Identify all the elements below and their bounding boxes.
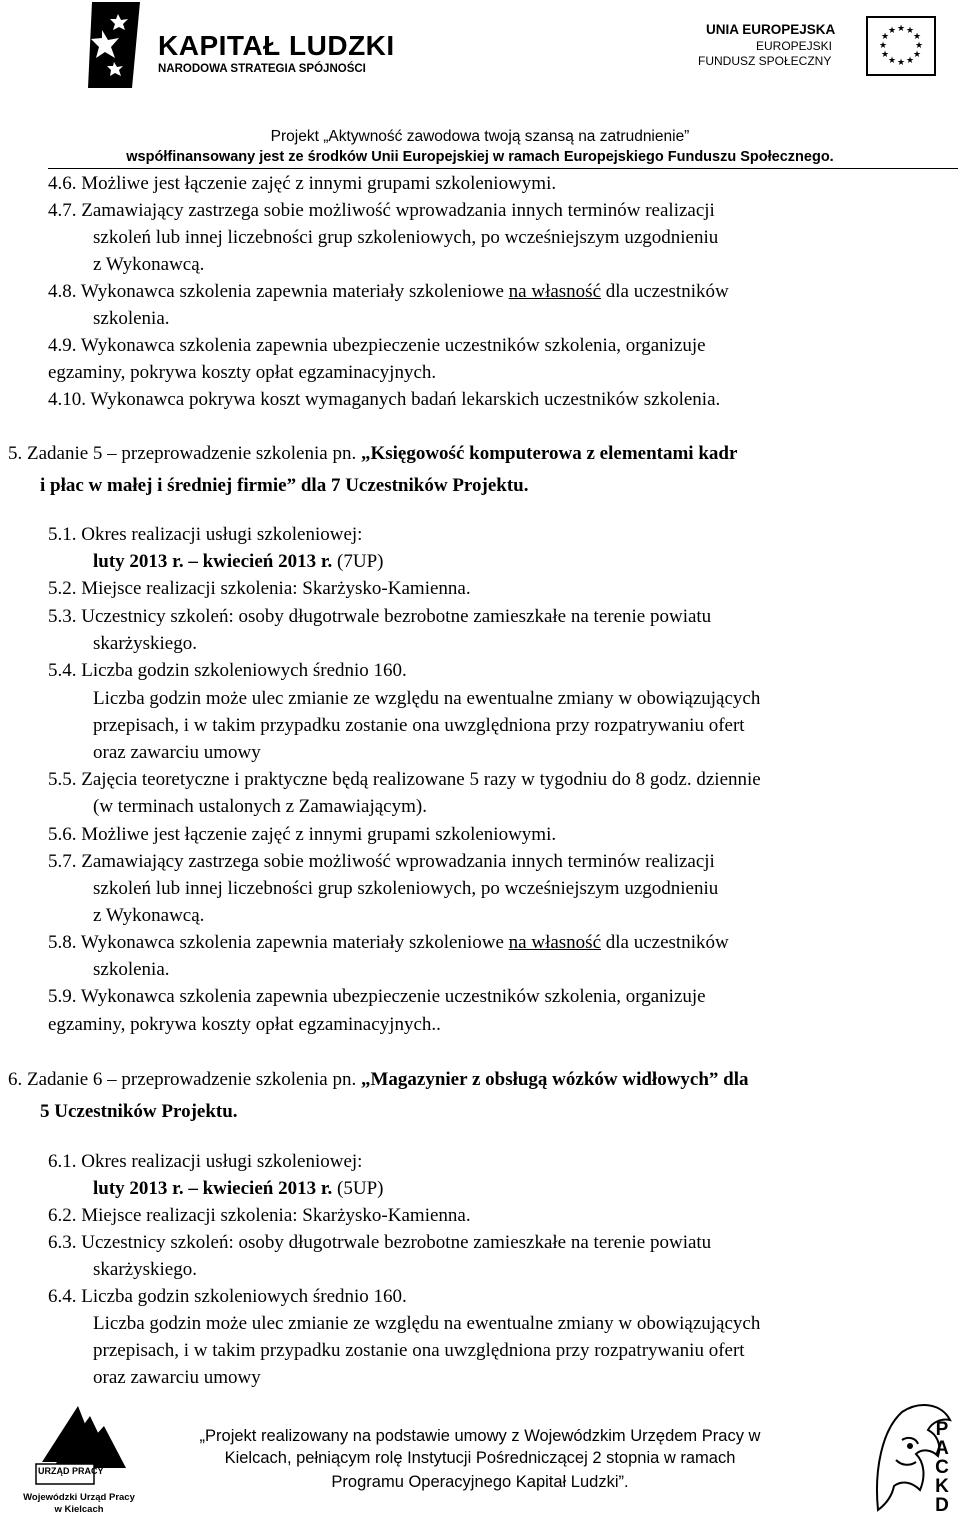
item-5-9: 5.9. Wykonawca szkolenia zapewnia ubezpieczenie uczestników szkolenia, organizuje: [48, 986, 706, 1007]
item-4-9: 4.9. Wykonawca szkolenia zapewnia ubezpieczenie uczestników szkolenia, organizuje: [48, 335, 706, 356]
wup-logo-text: URZĄD PRACY: [38, 1466, 104, 1476]
svg-text:★: ★: [887, 56, 897, 66]
item-4-8: 4.8. Wykonawca szkolenia zapewnia materiały szkoleniowe na własność dla uczestników: [48, 281, 729, 302]
item-5-3: 5.3. Uczestnicy szkoleń: osoby długotrwale bezrobotne zamieszkałe na terenie powiatu: [48, 606, 712, 627]
eu-line1: UNIA EUROPEJSKA: [706, 22, 836, 37]
svg-text:★: ★: [905, 56, 915, 66]
item-5-7-cont1: szkoleń lub innej liczebności grup szkoleniowych, po wcześniejszym uzgodnieniu: [93, 878, 719, 899]
svg-text:★: ★: [878, 41, 888, 51]
item-6-4: 6.4. Liczba godzin szkoleniowych średnio 160.: [48, 1286, 407, 1307]
eu-line3: FUNDUSZ SPOŁECZNY: [698, 54, 832, 68]
item-4-7-cont1: szkoleń lub innej liczebności grup szkoleniowych, po wcześniejszym uzgodnieniu: [93, 227, 719, 248]
item-4-6: 4.6. Możliwe jest łączenie zajęć z innymi grupami szkoleniowymi.: [48, 173, 557, 194]
kapital-ludzki-logo: [88, 0, 395, 92]
item-5-2: 5.2. Miejsce realizacji szkolenia: Skarżysko-Kamienna.: [48, 578, 471, 599]
header-divider: [48, 168, 958, 169]
project-title: Projekt „Aktywność zawodowa twoją szansą na zatrudnienie”: [270, 128, 690, 145]
item-6-2: 6.2. Miejsce realizacji szkolenia: Skarżysko-Kamienna.: [48, 1205, 471, 1226]
item-5-8-cont: szkolenia.: [93, 959, 170, 980]
svg-text:★: ★: [912, 50, 922, 60]
svg-text:★: ★: [896, 24, 906, 34]
project-funding: współfinansowany jest ze środków Unii Europejskiej w ramach Europejskiego Funduszu Społecznego.: [126, 149, 834, 165]
task-5-heading: 5. Zadanie 5 – przeprowadzenie szkolenia pn. „Księgowość komputerowa z elementami kadr: [8, 443, 738, 464]
item-4-9-cont: egzaminy, pokrywa koszty opłat egzaminacyjnych.: [48, 362, 437, 383]
item-5-4-note1: Liczba godzin może ulec zmianie ze względu na ewentualne zmiany w obowiązujących: [93, 688, 761, 709]
item-5-5: 5.5. Zajęcia teoretyczne i praktyczne będą realizowane 5 razy w tygodniu do 8 godz. dziennie: [48, 769, 761, 790]
item-5-8: 5.8. Wykonawca szkolenia zapewnia materiały szkoleniowe na własność dla uczestników: [48, 932, 729, 953]
item-4-7: 4.7. Zamawiający zastrzega sobie możliwość wprowadzania innych terminów realizacji: [48, 200, 715, 221]
footer-line1: „Projekt realizowany na podstawie umowy z Wojewódzkim Urzędem Pracy w: [199, 1427, 761, 1445]
svg-text:★: ★: [912, 32, 922, 42]
svg-text:★: ★: [887, 26, 897, 36]
svg-text:★: ★: [880, 32, 890, 42]
item-5-7: 5.7. Zamawiający zastrzega sobie możliwość wprowadzania innych terminów realizacji: [48, 851, 715, 872]
item-6-4-note2: przepisach, i w takim przypadku zostanie ona uwzględniona przy rozpatrywaniu ofert: [93, 1340, 745, 1361]
item-5-7-cont2: z Wykonawcą.: [93, 905, 205, 926]
item-5-4-note2: przepisach, i w takim przypadku zostanie ona uwzględniona przy rozpatrywaniu ofert: [93, 715, 745, 736]
item-6-3-cont: skarżyskiego.: [93, 1259, 197, 1280]
item-4-7-cont2: z Wykonawcą.: [93, 254, 205, 275]
footer-line2: Kielcach, pełniącym rolę Instytucji Pośredniczącej 2 stopnia w ramach: [224, 1449, 736, 1467]
task-6-heading-cont: 5 Uczestników Projektu.: [40, 1101, 238, 1122]
item-4-10: 4.10. Wykonawca pokrywa koszt wymaganych badań lekarskich uczestników szkolenia.: [48, 389, 721, 410]
svg-text:★: ★: [905, 26, 915, 36]
kl-title: KAPITAŁ LUDZKI: [158, 30, 395, 61]
packd-letters: PACKD: [935, 1419, 949, 1516]
item-4-8-cont: szkolenia.: [93, 308, 170, 329]
item-5-1: 5.1. Okres realizacji usługi szkoleniowej:: [48, 524, 363, 545]
packd-logo: [872, 1400, 956, 1516]
task-6-heading: 6. Zadanie 6 – przeprowadzenie szkolenia pn. „Magazynier z obsługą wózków widłowych” dla: [8, 1069, 749, 1090]
wup-caption2: w Kielcach: [54, 1504, 104, 1515]
eu-line2: EUROPEJSKI: [756, 39, 833, 53]
wup-caption1: Wojewódzki Urząd Pracy: [23, 1492, 135, 1503]
item-5-3-cont: skarżyskiego.: [93, 633, 197, 654]
item-6-4-note1: Liczba godzin może ulec zmianie ze względu na ewentualne zmiany w obowiązujących: [93, 1313, 761, 1334]
item-5-4: 5.4. Liczba godzin szkoleniowych średnio 160.: [48, 660, 407, 681]
eu-logo: [700, 10, 936, 80]
eu-flag-icon: [866, 16, 936, 76]
item-5-4-note3: oraz zawarciu umowy: [93, 742, 261, 763]
item-6-1-dates: luty 2013 r. – kwiecień 2013 r. (5UP): [93, 1178, 384, 1199]
footer-line3: Programu Operacyjnego Kapitał Ludzki”.: [331, 1473, 629, 1491]
item-5-9-cont: egzaminy, pokrywa koszty opłat egzaminacyjnych..: [48, 1014, 441, 1035]
item-6-1: 6.1. Okres realizacji usługi szkoleniowej:: [48, 1151, 363, 1172]
svg-text:★: ★: [914, 41, 924, 51]
kl-subtitle: NARODOWA STRATEGIA SPÓJNOŚCI: [158, 63, 366, 75]
item-5-1-dates: luty 2013 r. – kwiecień 2013 r. (7UP): [93, 551, 384, 572]
task-5-heading-cont: i płac w małej i średniej firmie” dla 7 Uczestników Projektu.: [40, 475, 529, 496]
svg-text:★: ★: [880, 50, 890, 60]
item-6-4-note3: oraz zawarciu umowy: [93, 1367, 261, 1388]
item-5-6: 5.6. Możliwe jest łączenie zajęć z innymi grupami szkoleniowymi.: [48, 824, 557, 845]
svg-text:★: ★: [896, 58, 906, 68]
item-5-5-cont: (w terminach ustalonych z Zamawiającym).: [93, 796, 427, 817]
item-6-3: 6.3. Uczestnicy szkoleń: osoby długotrwale bezrobotne zamieszkałe na terenie powiatu: [48, 1232, 712, 1253]
